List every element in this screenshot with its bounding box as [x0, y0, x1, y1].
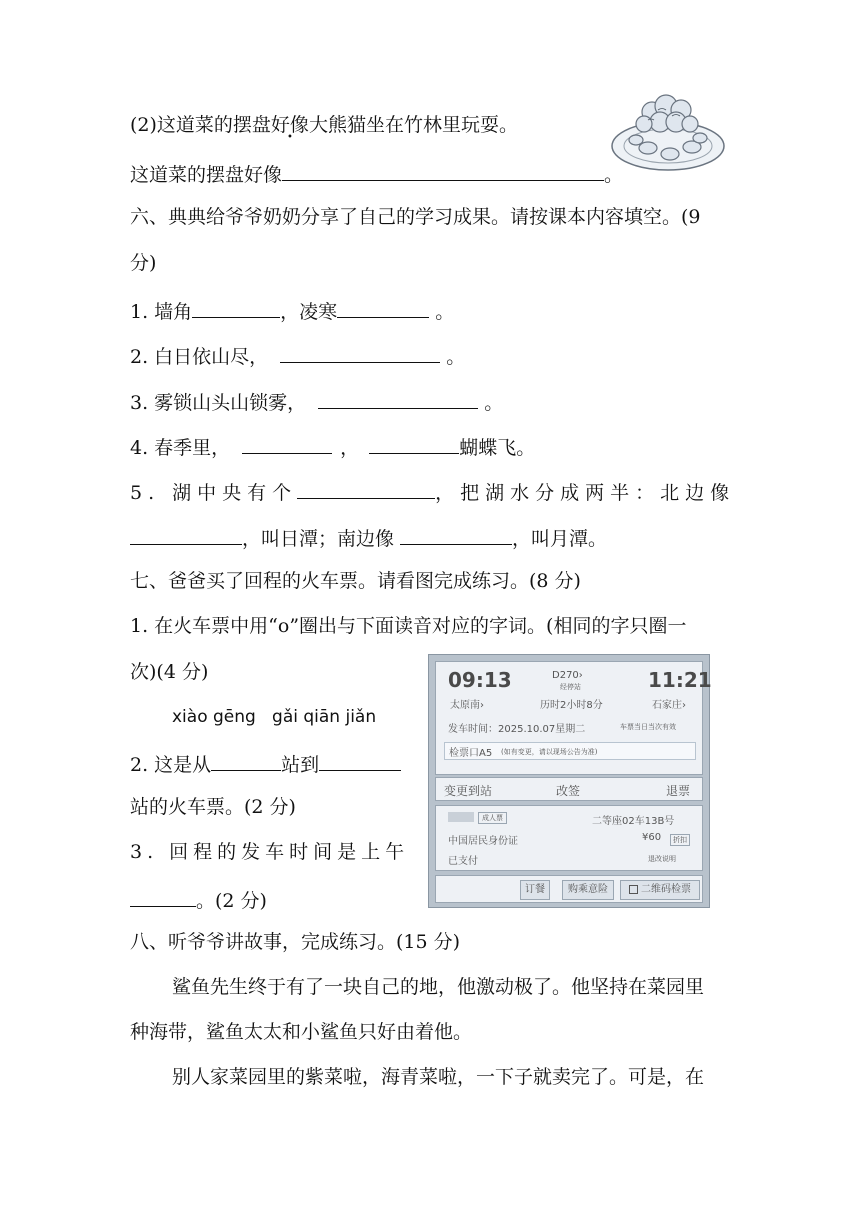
ticket-gate-note: (如有变更，请以现场公告为准): [501, 748, 598, 756]
q6-item1-a: 1. 墙角: [130, 301, 193, 323]
ticket-arrive-time: 11:21: [648, 668, 712, 692]
q5-item2-suffix: 大熊猫坐在竹林里玩耍。: [308, 114, 518, 136]
q5-answer-blank[interactable]: [282, 160, 604, 181]
q6-item5-c: ，叫日潭；南边像: [242, 528, 395, 550]
q6-item5-blank1[interactable]: [297, 478, 435, 499]
q8-paragraph1-line2: 种海带，鲨鱼太太和小鲨鱼只好由着他。: [130, 1021, 473, 1043]
ticket-date: [448, 720, 585, 735]
q7-item2-a: 2. 这是从: [130, 754, 212, 776]
q7-item3: 3. 回程的发车时间是上午: [130, 841, 410, 863]
q7-pinyin: xiào gēng gǎi qiān jiǎn: [172, 707, 377, 727]
q5-item2-dotted-word: 好像: [270, 114, 309, 136]
q6-item3: [130, 388, 503, 415]
ticket-id-type: 中国居民身份证: [448, 836, 518, 847]
q6-item2-a: 2. 白日依山尽，: [130, 346, 269, 368]
q7-item1: 1. 在火车票中用“o”圈出与下面读音对应的字词。(相同的字只圈一: [130, 615, 687, 637]
q6-item4-a: 4. 春季里，: [130, 437, 231, 459]
ticket-main-panel: [435, 661, 712, 775]
q6-item4-b: ，: [340, 437, 360, 459]
q6-item1-b: ，凌寒: [280, 301, 338, 323]
ticket-date-label: 发车时间：: [448, 724, 498, 735]
q6-item1-blank2[interactable]: [337, 297, 429, 318]
q6-item2-b: 。: [440, 346, 466, 368]
q6-item4-c: 蝴蝶飞。: [459, 437, 536, 459]
q6-item5-line1: [130, 478, 735, 505]
ticket-actions-panel: [435, 777, 703, 801]
order-meal-button[interactable]: 订餐: [520, 880, 550, 900]
q6-item4-blank2[interactable]: [369, 433, 459, 454]
ticket-seat: 二等座02车13B号: [592, 816, 675, 827]
q7-item2-b: 站到: [281, 754, 320, 776]
q6-item1: [130, 297, 454, 324]
q6-item5-b: ，把湖水分成两半：北边像: [435, 482, 736, 504]
train-ticket: [428, 654, 710, 908]
q7-item3-b: 。(2 分): [196, 890, 267, 912]
q5-item2-sentence: [130, 113, 518, 137]
passenger-name-blur: [448, 812, 474, 822]
q6-item5-line2: [130, 524, 607, 551]
q8-paragraph2-line1: 别人家菜园里的紫菜啦，海青菜啦，一下子就卖完了。可是，在: [172, 1066, 705, 1088]
ticket-date-value: 2025.10.07星期二: [498, 724, 586, 735]
ticket-gate: 检票口A5: [449, 748, 493, 759]
refund-button[interactable]: 退票: [666, 784, 691, 798]
q7-heading: 七、爸爸买了回程的火车票。请看图完成练习。(8 分): [130, 570, 581, 592]
q5-item2-prefix: (2)这道菜的摆盘: [130, 114, 271, 136]
q6-item1-blank1[interactable]: [192, 297, 280, 318]
ticket-train-no: D270›: [552, 670, 583, 681]
q6-item5-blank3[interactable]: [400, 524, 512, 545]
ticket-train-sub: 经停站: [560, 683, 581, 691]
q7-item2-blank1[interactable]: [211, 750, 281, 771]
dish-image: [608, 92, 728, 178]
q7-item2: [130, 750, 401, 777]
ticket-price: ¥60: [642, 832, 662, 843]
q7-item1-cont: 次)(4 分): [130, 661, 209, 683]
q6-item3-a: 3. 雾锁山头山锁雾，: [130, 392, 307, 414]
ticket-depart-time: 09:13: [448, 668, 512, 692]
q6-item3-blank[interactable]: [318, 388, 478, 409]
q6-item5-a: 5. 湖中央有个: [130, 482, 298, 504]
q7-item3-blank[interactable]: [130, 886, 196, 907]
change-station-button[interactable]: 变更到站: [444, 784, 493, 798]
qr-checkin-button[interactable]: [620, 880, 700, 900]
ticket-arrive-station: 石家庄›: [652, 700, 686, 711]
ticket-bottom-panel: [435, 875, 703, 903]
ticket-price-tag: 折扣: [670, 834, 690, 846]
ticket-refund-note[interactable]: 退改说明: [648, 855, 676, 863]
q6-item2-blank[interactable]: [280, 342, 440, 363]
qr-icon: [629, 885, 638, 894]
q6-heading: 六、典典给爷爷奶奶分享了自己的学习成果。请按课本内容填空。(9: [130, 206, 701, 228]
insurance-button[interactable]: 购乘意险: [562, 880, 614, 900]
ticket-passenger-type: 成人票: [478, 812, 507, 824]
q6-item1-c: 。: [429, 301, 455, 323]
ticket-depart-station: 太原南›: [450, 700, 484, 711]
q6-item5-d: ，叫月潭。: [512, 528, 608, 550]
ticket-paid: 已支付: [448, 856, 478, 867]
q6-heading-cont: 分): [130, 252, 157, 274]
ticket-gate-box: [444, 742, 696, 760]
q7-item2-blank2[interactable]: [319, 750, 401, 771]
q6-item4-blank1[interactable]: [242, 433, 332, 454]
ticket-duration: 历时2小时8分: [540, 700, 603, 711]
q7-item2-cont: 站的火车票。(2 分): [130, 796, 296, 818]
q8-heading: 八、听爷爷讲故事，完成练习。(15 分): [130, 931, 461, 953]
q5-fill-prefix: 这道菜的摆盘好像: [130, 164, 283, 186]
q5-fill-suffix: 。: [604, 164, 624, 186]
ticket-validity: 车票当日当次有效: [620, 723, 676, 731]
reschedule-button[interactable]: 改签: [556, 784, 581, 798]
q6-item3-b: 。: [478, 392, 504, 414]
q6-item2: [130, 342, 465, 369]
ticket-passenger-panel: [435, 805, 703, 871]
q8-paragraph1-line1: 鲨鱼先生终于有了一块自己的地，他激动极了。他坚持在菜园里: [172, 976, 705, 998]
q6-item5-blank2[interactable]: [130, 524, 242, 545]
qr-checkin-label: 二维码检票: [641, 884, 691, 895]
q5-item2-fill-line: [130, 160, 623, 187]
q6-item4: [130, 433, 535, 460]
q7-item3-cont: [130, 886, 267, 913]
